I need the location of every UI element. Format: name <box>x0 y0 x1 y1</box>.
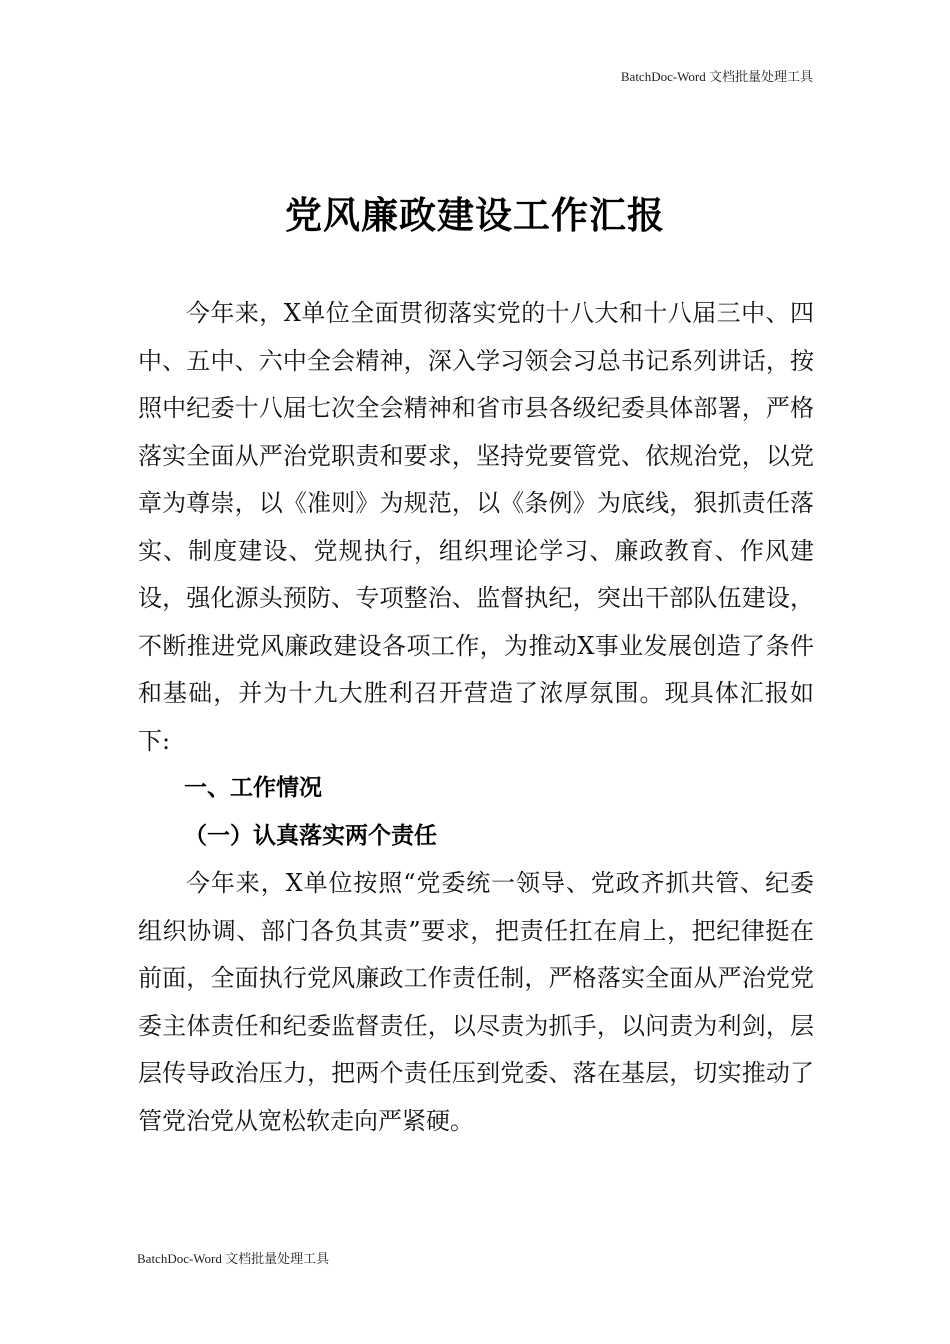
document-title: 党风廉政建设工作汇报 <box>285 194 665 237</box>
page-footer: BatchDoc-Word 文档批量处理工具 <box>137 1251 330 1266</box>
intro-paragraph: 今年来，X单位全面贯彻落实党的十八大和十八届三中、四中、五中、六中全会精神，深入学习领会习总书记系列讲话，按照中纪委十八届七次全会精神和省市县各级纪委具体部署，严格落实全面从严治党职责和要求，坚持党要管党、依规治党，以党章为尊崇，以《准则》为规范，以《条例》为底线，狠抓责任落实、制度建设、党规执行，组织理论学习、廉政教育、作风建设，强化源头预防、专项整治、监督执纪，突出干部队伍建设，不断推进党风廉政建设各项工作，为推动X事业发展创造了条件和基础，并为十九大胜利召开营造了浓厚氛围。现具体汇报如下: <box>138 299 814 755</box>
subsection-paragraph: 今年来，X单位按照“党委统一领导、党政齐抓共管、纪委组织协调、部门各负其责”要求，把责任扛在肩上，把纪律挺在前面，全面执行党风廉政工作责任制，严格落实全面从严治党党委主体责任和纪委监督责任，以尽责为抓手，以问责为利剑，层层传导政治压力，把两个责任压到党委、落在基层，切实推动了管党治党从宽松软走向严紧硬。 <box>138 869 814 1135</box>
section-heading: 一、工作情况 <box>184 775 322 801</box>
document-body <box>138 290 814 1145</box>
subsection-heading: （一）认真落实两个责任 <box>184 822 437 849</box>
page-header: BatchDoc-Word 文档批量处理工具 <box>620 69 813 84</box>
